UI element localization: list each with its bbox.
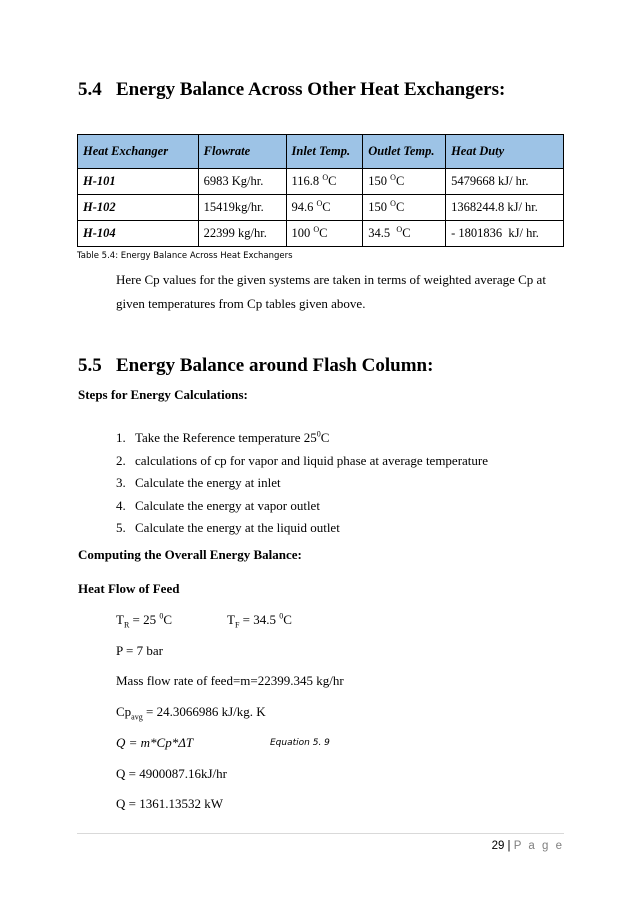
list-item: 4. Calculate the energy at vapor outlet	[116, 497, 320, 513]
header-inlet-temp: Inlet Temp.	[286, 135, 363, 169]
cp-average: $Cp_{avg} = 24.3066986$ kJ/kg. K	[116, 704, 266, 722]
list-item: 2. calculations of cp for vapor and liquid phase at average temperature	[116, 452, 489, 468]
list-item: 5. Calculate the energy at the liquid outlet	[116, 520, 340, 535]
list-item: 3. Calculate the energy at inlet	[116, 475, 281, 490]
cell-inlet-temp: 116.8 $^O$C	[286, 169, 363, 195]
cp-note-paragraph: Here Cp values for the given systems are taken in terms of weighted average Cp at given temperatures from Cp tables given above.	[116, 272, 546, 311]
section-number: 5.4	[78, 79, 102, 100]
cell-heat-duty: 5479668 kJ/ hr.	[446, 169, 564, 195]
cell-exchanger: H-104	[78, 221, 199, 247]
cell-outlet-temp: 34.5 $^O$C	[363, 221, 446, 247]
pressure-value: P = 7 bar	[116, 643, 163, 658]
list-item: 1. Take the Reference temperature $25^0C$	[116, 429, 330, 445]
cell-heat-duty: 1368244.8 kJ/ hr.	[446, 195, 564, 221]
heat-duty-kj: Q = 4900087.16kJ/hr	[116, 766, 227, 781]
cell-exchanger: H-102	[78, 195, 199, 221]
section-title: Energy Balance around Flash Column:	[116, 355, 434, 376]
table-caption: Table 5.4: Energy Balance Across Heat Exchangers	[77, 251, 293, 261]
cell-outlet-temp: 150 $^O$C	[363, 169, 446, 195]
section-title: Energy Balance Across Other Heat Exchangers:	[116, 79, 506, 100]
cell-heat-duty: - 1801836 kJ/ hr.	[446, 221, 564, 247]
cell-exchanger: H-101	[78, 169, 199, 195]
steps-list	[116, 430, 488, 543]
header-outlet-temp: Outlet Temp.	[363, 135, 446, 169]
section-number: 5.5	[78, 355, 102, 376]
cell-inlet-temp: 94.6 $^O$C	[286, 195, 363, 221]
mass-flow-rate: Mass flow rate of feed=m=22399.345 kg/hr	[116, 673, 344, 688]
header-flowrate: Flowrate	[198, 135, 286, 169]
header-heat-exchanger: Heat Exchanger	[78, 135, 199, 169]
page-label: P a g e	[513, 840, 564, 852]
heat-duty-kw: Q = 1361.13532 kW	[116, 796, 223, 811]
table-header-row	[78, 135, 564, 169]
table-row	[78, 221, 564, 247]
table-row	[78, 169, 564, 195]
header-heat-duty: Heat Duty	[446, 135, 564, 169]
footer-divider	[77, 833, 564, 834]
cell-flowrate: 6983 Kg/hr.	[198, 169, 286, 195]
steps-heading: Steps for Energy Calculations:	[78, 387, 248, 402]
page-number: 29	[491, 840, 505, 852]
section-5-5-heading	[78, 355, 433, 377]
feed-temperature: $T_F = 34.5$ $^0$C	[227, 611, 292, 630]
cell-flowrate: 15419kg/hr.	[198, 195, 286, 221]
equation-label: Equation 5. 9	[270, 738, 330, 748]
energy-equation: Q = m*Cp*ΔT	[116, 735, 194, 750]
overall-balance-heading: Computing the Overall Energy Balance:	[78, 547, 302, 562]
feed-heading: Heat Flow of Feed	[78, 581, 180, 596]
cell-outlet-temp: 150 $^O$C	[363, 195, 446, 221]
page-footer: 29 | P a g e	[491, 840, 564, 852]
table-row	[78, 195, 564, 221]
reference-temperature: $T_R = 25$ $^0$C	[116, 611, 173, 630]
cell-flowrate: 22399 kg/hr.	[198, 221, 286, 247]
cell-inlet-temp: 100 $^O$C	[286, 221, 363, 247]
section-5-4-heading	[78, 79, 505, 101]
heat-exchanger-table	[77, 134, 564, 247]
